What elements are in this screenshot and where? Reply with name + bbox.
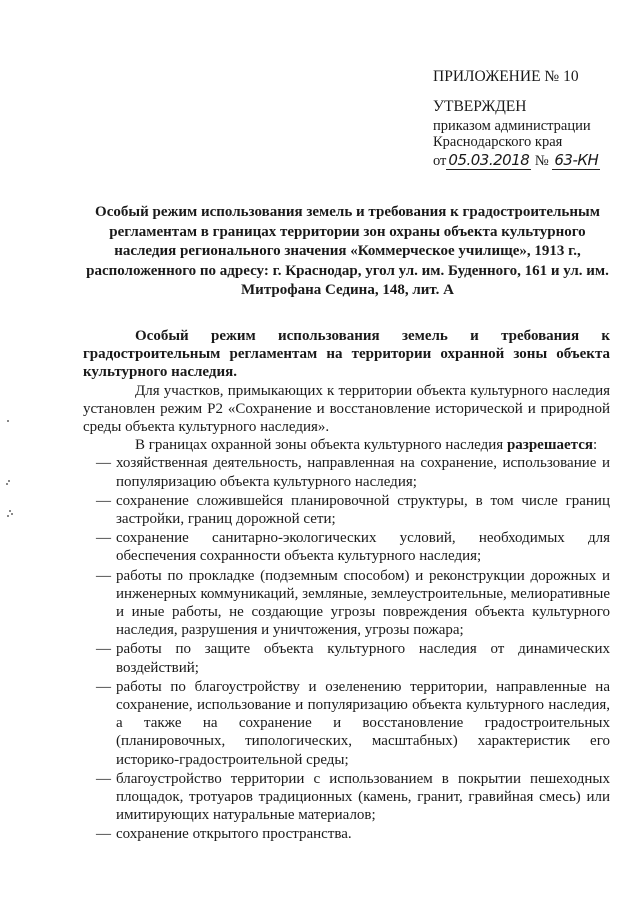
list-item-text: сохранение открытого пространства. <box>116 826 352 843</box>
approved-label: УТВЕРЖДЕН <box>433 98 527 115</box>
list-item-text: работы по защите объекта культурного наследия от динамических воздействий; <box>116 641 610 676</box>
list-item <box>83 492 610 528</box>
list-item-text: сохранение санитарно-экологических условий, необходимых для обеспечения сохранности объекта культурного наследия; <box>116 530 610 565</box>
dash-bullet-icon: — <box>96 567 111 584</box>
date-prefix: от <box>433 153 447 169</box>
order-line-2: Краснодарского края <box>433 134 563 150</box>
dash-bullet-icon: — <box>96 826 111 843</box>
list-item <box>83 770 610 825</box>
allowed-intro-text: В границах охранной зоны объекта культурного наследия <box>135 437 504 454</box>
document-title: Особый режим использования земель и требования к градостроительным регламентам в границах территории зон охраны объекта культурного наследия регионального значения «Коммерческое училище», 1913 г., расположенного по адресу: г. Краснодар, угол ул. им. Буденного, 161 и ул. им. Митрофана Седина, 148, лит. А <box>86 204 609 299</box>
dash-bullet-icon: — <box>96 770 111 787</box>
dash-bullet-icon: — <box>96 641 111 658</box>
list-item-text: хозяйственная деятельность, направленная на сохранение, использование и популяризацию объекта культурного наследия; <box>116 455 610 490</box>
order-date-line <box>433 151 600 170</box>
list-item-text: работы по благоустройству и озеленению территории, направленные на сохранение, использование и популяризацию объекта культурного наследия, а также на сохранение и восстановление градостроительных (планировочных, типологических, масштабных) характеристик его историко-градостроительной среды; <box>116 678 610 768</box>
order-line-1: приказом администрации <box>433 118 591 134</box>
order-date: 05.03.2018 <box>448 151 530 169</box>
document-header <box>0 0 640 175</box>
document-body <box>83 327 610 845</box>
number-prefix: № <box>534 153 549 169</box>
order-number: 63-КН <box>554 151 599 169</box>
dash-bullet-icon: — <box>96 678 111 695</box>
allowed-colon: : <box>592 437 598 454</box>
list-item-text: сохранение сложившейся планировочной структуры, в том числе границ застройки, границ дорожной сети; <box>116 492 610 528</box>
dash-bullet-icon: — <box>96 455 111 472</box>
list-item <box>83 678 610 769</box>
list-item <box>83 529 610 565</box>
allowed-list <box>83 454 610 843</box>
scan-artifacts <box>5 420 17 540</box>
list-item-text: работы по прокладке (подземным способом) и реконструкции дорожных и инженерных коммуникаций, земляные, землеустроительные, мелиоративные и иные работы, не создающие угрозы повреждения объекта культурного наследия, разрушения и уничтожения, угрозы пожара; <box>116 567 610 639</box>
list-item-text: благоустройство территории с использованием в покрытии пешеходных площадок, тротуаров традиционных (камень, гранит, гравийная смесь) или имитирующих натуральные материалов; <box>116 770 610 824</box>
section-heading: Особый режим использования земель и требования к градостроительным регламентам на территории охранной зоны объекта культурного наследия. <box>83 328 610 381</box>
list-item <box>83 567 610 640</box>
list-item <box>83 825 610 843</box>
dash-bullet-icon: — <box>96 530 111 547</box>
dash-bullet-icon: — <box>96 492 111 509</box>
annex-number: ПРИЛОЖЕНИЕ № 10 <box>433 68 579 85</box>
regime-paragraph: Для участков, примыкающих к территории объекта культурного наследия установлен режим Р2 «Сохранение и восстановление исторической и природной среды объекта культурного наследия». <box>83 382 610 436</box>
allowed-word: разрешается <box>506 437 593 454</box>
list-item <box>83 640 610 676</box>
list-item <box>83 454 610 490</box>
allowed-intro <box>83 436 610 454</box>
